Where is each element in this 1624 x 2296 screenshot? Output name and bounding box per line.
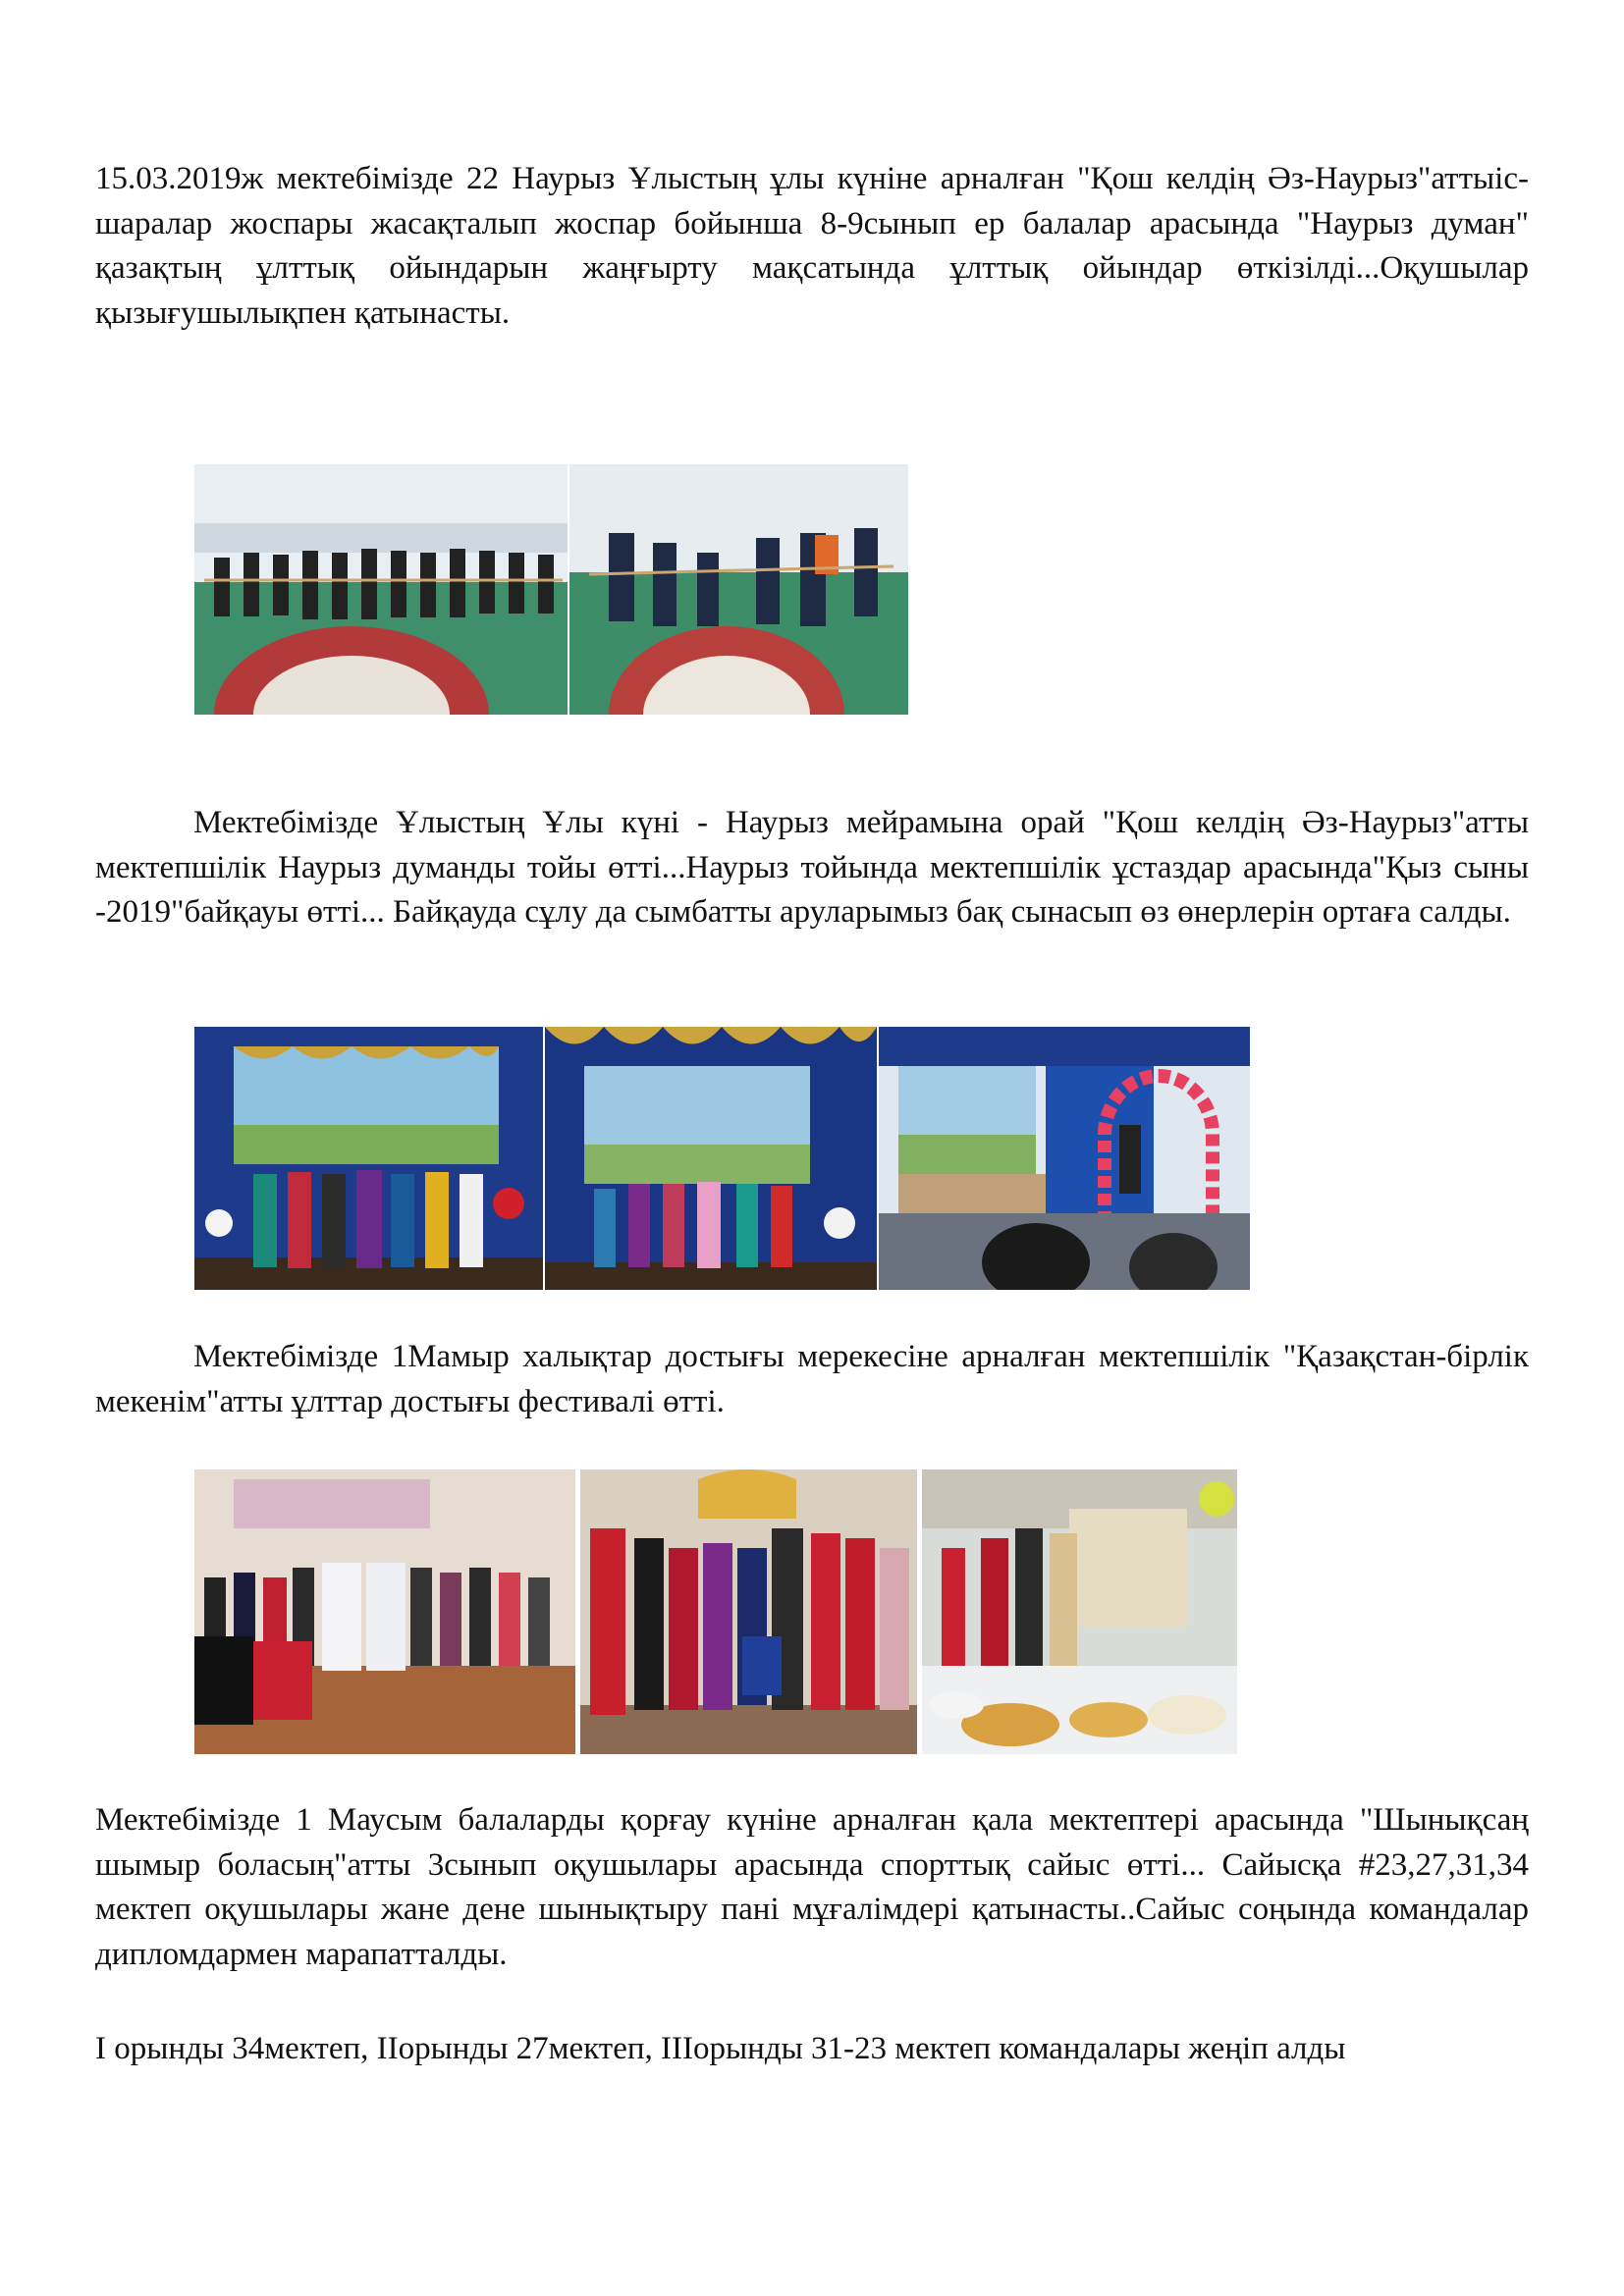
paragraph-children-day: Мектебімізде 1 Маусым балаларды қорғау күніне арналған қала мектептері арасында "Шынықсаң шымыр боласың"атты 3сынып оқушылары арасында спорттық сайыс өтті... Сайысқа #23,27,31,34 мектеп оқушылары жане дене шынықтыру пані мұғалімдері қатынасты..Сайыс соңында командалар дипломдармен марапатталды.	[95, 1802, 1529, 1972]
photo-row-friendship-festival	[194, 1469, 1237, 1754]
photo-row-nauryz-stage	[194, 1027, 1250, 1290]
photo-row-tug-of-war	[194, 464, 908, 715]
photo-tug-of-war-1	[194, 464, 568, 715]
photo-stage-contestants-2	[545, 1027, 877, 1290]
paragraph-winners: I орынды 34мектеп, IIорынды 27мектеп, IIIорынды 31-23 мектеп командалары жеңіп алды	[95, 2031, 1346, 2066]
photo-festival-food-table	[922, 1469, 1237, 1754]
photo-festival-group	[194, 1469, 575, 1754]
paragraph-nauryz-games: 15.03.2019ж мектебімізде 22 Наурыз Ұлыстың ұлы күніне арналған "Қош келдің Әз-Наурыз"аттыіс-шаралар жоспары жасақталып жоспар бойынша 8-9сынып ер балалар арасында "Наурыз думан" қазақтың ұлттық ойындарын жаңғырту мақсатында ұлттық ойындар өткізілді...Оқушылар қызығушылықпен қатынасты.	[95, 161, 1529, 331]
photo-stage-jury	[879, 1027, 1250, 1290]
photo-tug-of-war-2	[569, 464, 908, 715]
paragraph-friendship-festival: Мектебімізде 1Мамыр халықтар достығы мерекесіне арналған мектепшілік "Қазақстан-бірлік мекенім"атты ұлттар достығы фестивалі өтті.	[95, 1339, 1529, 1419]
photo-stage-contestants-1	[194, 1027, 543, 1290]
paragraph-kyz-syny: Мектебімізде Ұлыстың Ұлы күні - Наурыз мейрамына орай "Қош келдің Әз-Наурыз"атты мектепшілік Наурыз думанды тойы өтті...Наурыз тойында мектепшілік ұстаздар арасында"Қыз сыны -2019"байқауы өтті... Байқауда сұлу да сымбатты аруларымыз бақ сынасып өз өнерлерін ортаға салды.	[95, 805, 1529, 930]
photo-festival-costumes	[580, 1469, 917, 1754]
